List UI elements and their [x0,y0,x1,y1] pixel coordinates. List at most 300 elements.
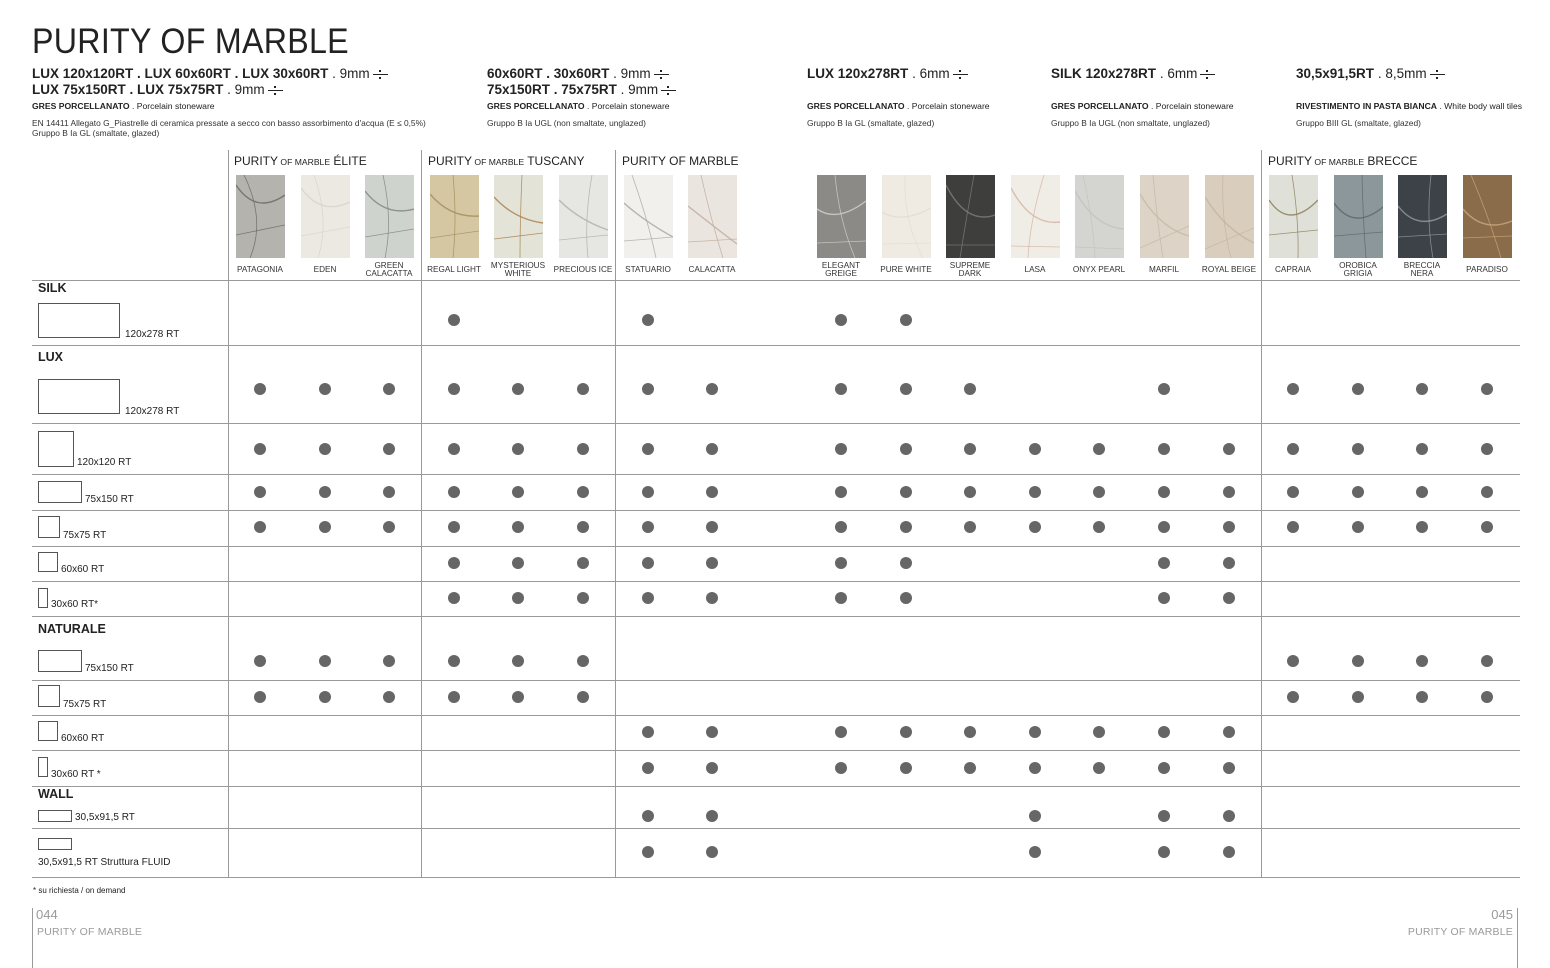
table-row-divider [32,786,1520,787]
marble-vein [688,239,737,242]
availability-dot [383,691,395,703]
spec-line [32,82,388,98]
availability-dot [1287,521,1299,533]
marble-vein [882,243,931,244]
availability-dot [319,383,331,395]
availability-dot [1158,443,1170,455]
marble-vein-texture [882,175,931,258]
product-name [615,266,681,274]
collection-name: PURITY [1268,154,1313,168]
product-name-line: MYSTERIOUS [490,261,546,270]
table-row-divider [32,474,1520,475]
product-name-line: CALACATTA [365,269,413,278]
product-name-line: GRIGIA [1343,269,1373,278]
availability-dot [1158,383,1170,395]
marble-vein [632,175,656,258]
availability-dot [642,383,654,395]
marble-vein-texture [365,175,414,258]
rectified-icon [661,86,676,95]
availability-dot [1029,810,1041,822]
availability-dot [642,314,654,326]
spec-formats: 60x60RT . 30x60RT [487,66,610,81]
availability-dot [1223,521,1235,533]
spec-note [487,118,646,128]
availability-dot [642,557,654,569]
availability-dot [1029,521,1041,533]
table-row-divider [32,877,1520,878]
spec-formats: LUX 75x150RT . LUX 75x75RT [32,82,224,97]
availability-dot [835,762,847,774]
availability-dot [1481,383,1493,395]
tile-format-icon [38,303,120,338]
availability-dot [706,521,718,533]
availability-dot [1287,383,1299,395]
product-name [421,266,487,274]
marble-vein-texture [1463,175,1512,258]
product-name [873,266,939,274]
availability-dot [254,443,266,455]
collection-name: PURITY [428,154,473,168]
marble-vein [301,188,350,207]
spec-formats: LUX 120x120RT . LUX 60x60RT . LUX 30x60RT [32,66,329,81]
availability-dot [706,810,718,822]
availability-dot [964,521,976,533]
spec-thickness: . 9mm [616,82,659,97]
product-name-line: PARADISO [1466,265,1508,274]
spec-material [32,101,215,111]
marble-vein [1153,175,1163,258]
availability-dot [1481,691,1493,703]
spec-note [1296,118,1421,128]
availability-dot [706,846,718,858]
availability-dot [835,443,847,455]
availability-dot [254,383,266,395]
availability-dot [512,691,524,703]
marble-swatch [624,175,673,258]
tile-format-icon [38,650,82,672]
marble-vein-texture [430,175,479,258]
marble-vein-texture [817,175,866,258]
product-name-line: ONYX PEARL [1072,265,1126,274]
product-name [550,266,616,274]
page-title: PURITY OF MARBLE [32,22,349,61]
collection-name-small: OF MARBLE [278,157,331,167]
product-name [1260,266,1326,274]
marble-swatch [559,175,608,258]
product-name-line: EDEN [313,265,337,274]
availability-dot [1158,762,1170,774]
availability-dot [577,443,589,455]
availability-dot [900,726,912,738]
availability-dot [1093,486,1105,498]
collection-name-small: OF MARBLE [1312,157,1365,167]
availability-dot [835,521,847,533]
availability-dot [1352,383,1364,395]
marble-vein [817,241,866,243]
marble-swatch [236,175,285,258]
marble-vein [1083,175,1095,258]
availability-dot [254,655,266,667]
marble-vein [1471,175,1501,258]
availability-dot [1093,521,1105,533]
format-label: 120x278 RT [125,406,180,417]
section-title: LUX [38,350,63,364]
spec-line [1296,66,1445,82]
availability-dot [1352,691,1364,703]
availability-dot [383,655,395,667]
marble-vein [1075,191,1124,229]
tile-format-icon [38,721,58,741]
marble-vein [1334,232,1383,236]
marble-vein [236,185,285,203]
format-label: 75x150 RT [85,663,134,674]
availability-dot [1287,486,1299,498]
availability-dot [706,557,718,569]
marble-swatch [688,175,737,258]
spec-note-line: Gruppo B Ia UGL (non smaltate, unglazed) [1051,118,1210,128]
availability-dot [577,521,589,533]
availability-dot [1223,557,1235,569]
availability-dot [900,383,912,395]
marble-vein [1429,175,1433,258]
availability-dot [1416,655,1428,667]
availability-dot [642,443,654,455]
marble-swatch [1011,175,1060,258]
product-name-line: REGAL LIGHT [427,265,481,274]
format-label: 120x278 RT [125,329,180,340]
availability-dot [900,314,912,326]
availability-dot [1158,592,1170,604]
availability-dot [319,443,331,455]
product-name-line: LASA [1024,265,1046,274]
product-name-line: MARFIL [1148,265,1180,274]
format-label: 30x60 RT* [51,599,99,610]
tile-format-icon [38,552,58,572]
marble-vein-texture [688,175,737,258]
product-name [1066,266,1132,274]
availability-dot [448,655,460,667]
availability-dot [577,655,589,667]
marble-swatch [1269,175,1318,258]
collection-name-small: OF MARBLE [472,157,525,167]
product-name-line: BRECCIA [1403,261,1441,270]
format-label: 60x60 RT [61,733,105,744]
marble-vein [587,175,592,258]
material-english: . White body wall tiles [1437,101,1523,111]
section-title: SILK [38,281,67,295]
product-name-line: ROYAL BEIGE [1201,265,1257,274]
marble-vein [383,175,389,258]
availability-dot [1416,486,1428,498]
availability-dot [706,726,718,738]
availability-dot [642,846,654,858]
availability-dot [1223,592,1235,604]
availability-dot [577,383,589,395]
product-name-line: CALACATTA [688,265,736,274]
marble-swatch [1205,175,1254,258]
spec-formats: 75x150RT . 75x75RT [487,82,617,97]
spec-line [807,66,968,82]
marble-vein [624,237,673,241]
format-label: 30x60 RT * [51,769,101,780]
marble-vein-texture [236,175,285,258]
marble-vein [1334,203,1383,218]
availability-dot [1287,655,1299,667]
availability-dot [1481,521,1493,533]
marble-swatch [1398,175,1447,258]
marble-vein [1398,206,1447,221]
availability-dot [512,557,524,569]
availability-dot [319,486,331,498]
spec-note [1051,118,1210,128]
availability-dot [706,486,718,498]
marble-swatch [430,175,479,258]
marble-vein-texture [301,175,350,258]
format-label: 75x150 RT [85,494,134,505]
marble-vein-texture [1205,175,1254,258]
spec-formats: LUX 120x278RT [807,66,909,81]
marble-vein [365,191,414,211]
availability-dot [1481,486,1493,498]
collection-name: PURITY OF MARBLE [622,154,739,168]
marble-vein [453,175,455,258]
product-name [1325,262,1391,278]
table-row-divider [32,715,1520,716]
product-name [292,266,358,274]
availability-dot [835,726,847,738]
availability-dot [512,521,524,533]
table-row-divider [32,345,1520,346]
availability-dot [1481,655,1493,667]
availability-dot [319,691,331,703]
format-label: 120x120 RT [77,457,132,468]
marble-swatch [1075,175,1124,258]
marble-vein [1398,234,1447,237]
material-english: . Porcelain stoneware [584,101,670,111]
availability-dot [706,762,718,774]
footer-left-rule [32,908,33,968]
spec-column [32,66,388,98]
marble-swatch [1334,175,1383,258]
tile-format-icon [38,810,72,822]
spec-column [487,66,676,98]
availability-dot [1223,443,1235,455]
marble-vein [1269,200,1318,215]
availability-dot [1029,443,1041,455]
collection-title [1268,154,1417,168]
availability-dot [319,655,331,667]
product-name [1454,266,1520,274]
marble-vein [1205,197,1254,243]
availability-dot [835,486,847,498]
marble-vein [494,233,543,239]
availability-dot [1223,762,1235,774]
product-name-line: PATAGONIA [237,265,283,274]
availability-dot [383,383,395,395]
product-name [227,266,293,274]
material-code: GRES PORCELLANATO [807,101,905,111]
availability-dot [1223,726,1235,738]
availability-dot [1029,726,1041,738]
product-name-line: WHITE [504,269,532,278]
marble-vein [314,175,323,258]
availability-dot [642,762,654,774]
spec-note-line: Gruppo B Ia UGL (non smaltate, unglazed) [487,118,646,128]
column-group-divider [421,150,422,877]
spec-column [1051,66,1215,82]
rectified-icon [953,70,968,79]
marble-vein [946,185,995,217]
tile-format-icon [38,481,82,503]
availability-dot [642,810,654,822]
availability-dot [964,383,976,395]
marble-vein-texture [494,175,543,258]
availability-dot [1223,486,1235,498]
marble-swatch [301,175,350,258]
marble-swatch [365,175,414,258]
footnote: * su richiesta / on demand [33,886,126,895]
product-name [937,262,1003,278]
availability-dot [835,592,847,604]
table-row-divider [32,828,1520,829]
material-english: . Porcelain stoneware [1148,101,1234,111]
availability-dot [512,443,524,455]
availability-dot [383,443,395,455]
tile-format-icon [38,685,60,707]
availability-dot [1158,486,1170,498]
column-group-divider [228,150,229,877]
page-number-left: 044 [36,907,58,922]
product-name-line: STATUARIO [625,265,671,274]
table-row-divider [32,546,1520,547]
availability-dot [706,383,718,395]
marble-vein [1011,246,1060,247]
availability-dot [1158,726,1170,738]
format-label: 60x60 RT [61,564,105,575]
availability-dot [1158,521,1170,533]
availability-dot [1416,521,1428,533]
product-name-line: PURE WHITE [880,265,932,274]
marble-vein [236,225,285,235]
availability-dot [900,762,912,774]
spec-line [32,66,388,82]
availability-dot [319,521,331,533]
product-name [356,262,422,278]
availability-dot [1093,726,1105,738]
material-code: GRES PORCELLANATO [1051,101,1149,111]
marble-vein [688,206,737,244]
table-row-divider [32,581,1520,582]
availability-dot [448,383,460,395]
marble-vein [301,227,350,236]
collection-title [428,154,585,168]
tile-format-icon [38,516,60,538]
material-english: . Porcelain stoneware [904,101,990,111]
availability-dot [1416,383,1428,395]
spec-material [807,101,990,111]
format-label: 30,5x91,5 RT Struttura FLUID [38,857,171,868]
marble-vein-texture [1075,175,1124,258]
availability-dot [383,486,395,498]
availability-dot [835,383,847,395]
marble-vein [624,203,673,237]
rectified-icon [1200,70,1215,79]
marble-vein [559,200,608,230]
availability-dot [448,691,460,703]
availability-dot [1029,762,1041,774]
availability-dot [1029,846,1041,858]
marble-vein-texture [1140,175,1189,258]
marble-vein [1463,236,1512,238]
tile-format-icon [38,379,120,414]
availability-dot [1093,762,1105,774]
table-row-divider [32,510,1520,511]
availability-dot [900,521,912,533]
availability-dot [577,557,589,569]
marble-vein-texture [559,175,608,258]
format-label: 30,5x91,5 RT [75,812,135,823]
collection-suffix: BRECCE [1364,154,1418,168]
marble-vein [365,229,414,237]
material-english: . Porcelain stoneware [129,101,215,111]
availability-dot [1352,521,1364,533]
table-row-divider [32,423,1520,424]
product-name [679,266,745,274]
marble-vein [960,175,974,258]
availability-dot [1093,443,1105,455]
product-name [1389,262,1455,278]
footer-right-rule [1517,908,1518,968]
availability-dot [254,486,266,498]
marble-vein-texture [1269,175,1318,258]
tile-format-icon [38,431,74,467]
product-name-line: OROBICA [1339,261,1377,270]
spec-thickness: . 6mm [1156,66,1198,81]
collection-suffix: ÉLITE [330,154,367,168]
product-name-line: DARK [958,269,982,278]
availability-dot [577,592,589,604]
tile-format-icon [38,588,48,608]
product-name [1131,266,1197,274]
spec-thickness: . 9mm [223,82,265,97]
spec-note-line: Gruppo B Ia GL (smaltate, glazed) [32,128,160,138]
collection-title [622,154,738,168]
collection-title [234,154,367,168]
availability-dot [448,592,460,604]
availability-dot [1287,443,1299,455]
availability-dot [900,443,912,455]
marble-swatch [882,175,931,258]
product-name-line: GREIGE [825,269,857,278]
rectified-icon [654,70,669,79]
availability-dot [1352,655,1364,667]
spec-thickness: . 8,5mm [1374,66,1427,81]
availability-dot [642,726,654,738]
marble-swatch [817,175,866,258]
availability-dot [1481,443,1493,455]
availability-dot [835,557,847,569]
availability-dot [706,592,718,604]
availability-dot [1416,443,1428,455]
spec-thickness: . 9mm [609,66,651,81]
product-name [485,262,551,278]
spec-note-line: Gruppo BIII GL (smaltate, glazed) [1296,118,1421,128]
availability-dot [706,443,718,455]
rectified-icon [373,70,388,79]
marble-vein [559,235,608,240]
marble-vein [1075,247,1124,249]
marble-vein [494,197,543,223]
